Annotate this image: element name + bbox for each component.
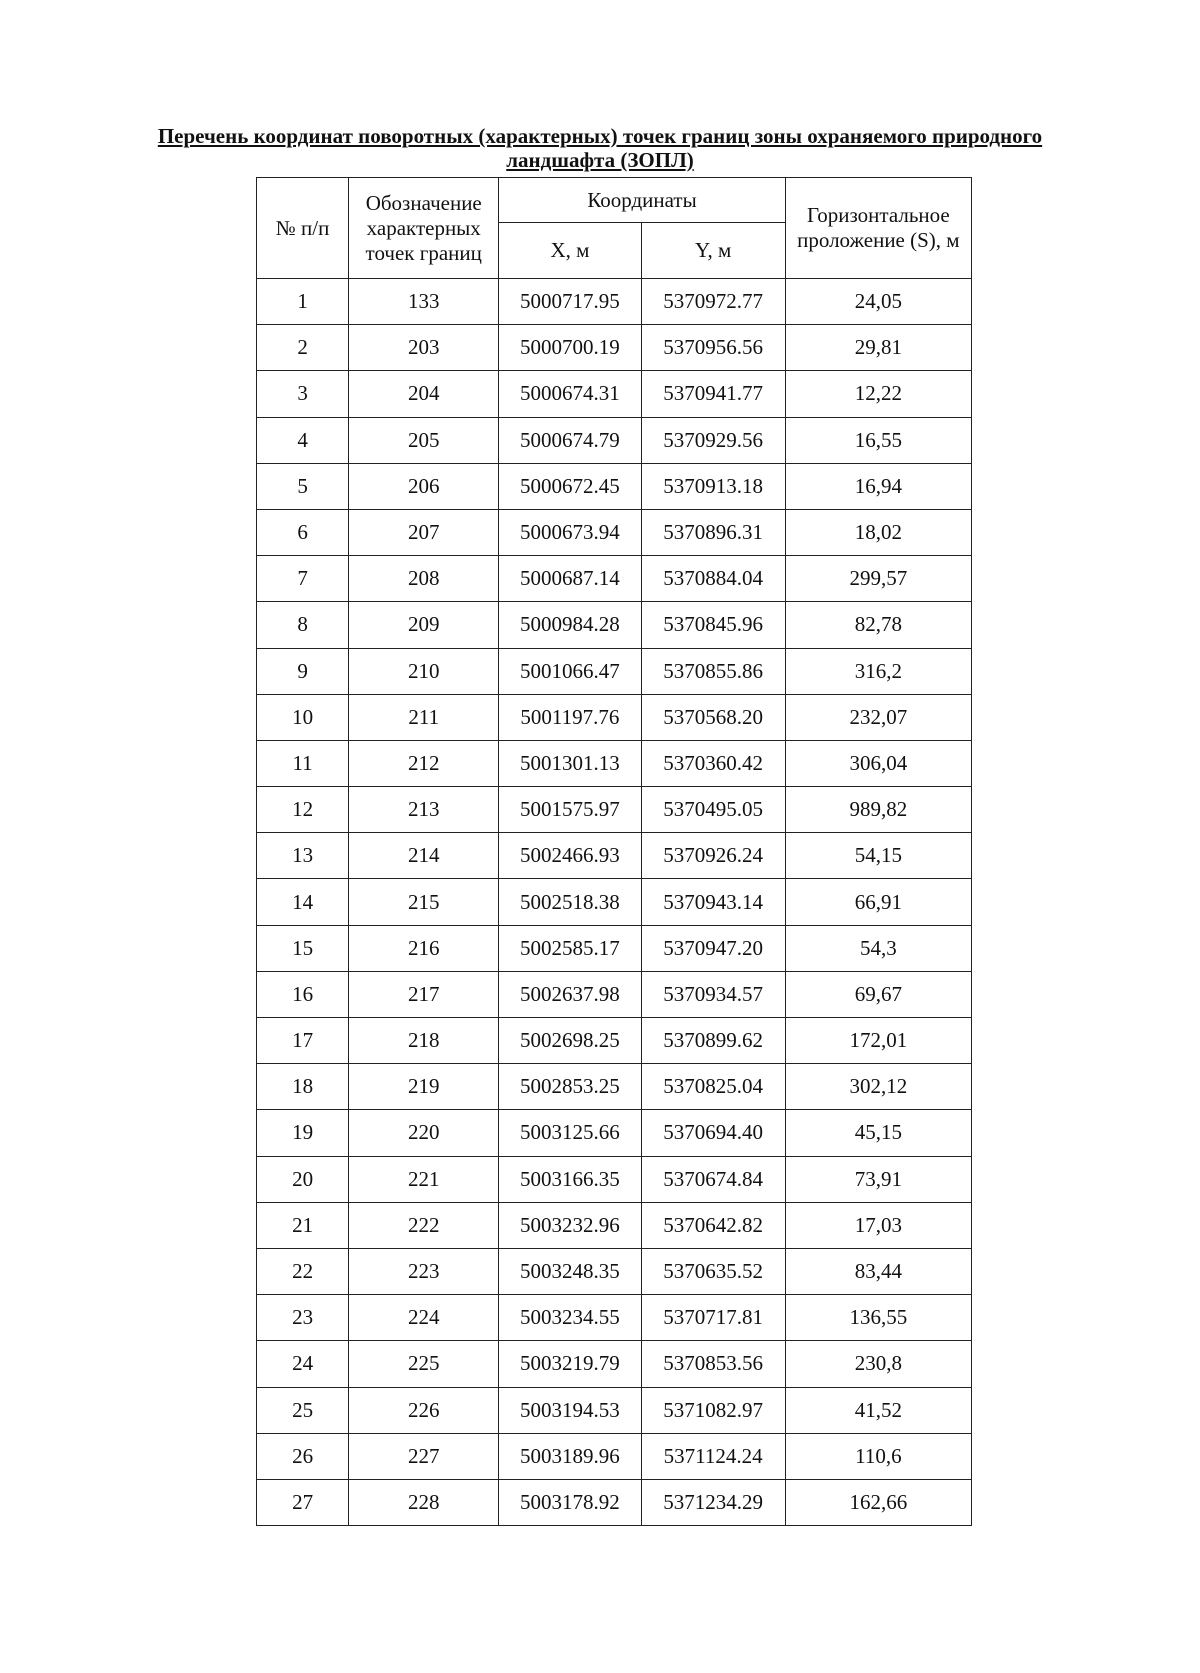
table-row bbox=[257, 1202, 972, 1248]
table-row bbox=[257, 1295, 972, 1341]
cell-distance: 230,8 bbox=[785, 1341, 971, 1387]
cell-point: 203 bbox=[349, 325, 499, 371]
cell-y: 5370884.04 bbox=[641, 556, 785, 602]
cell-point: 223 bbox=[349, 1248, 499, 1294]
cell-point: 219 bbox=[349, 1064, 499, 1110]
cell-number: 21 bbox=[257, 1202, 349, 1248]
cell-point: 225 bbox=[349, 1341, 499, 1387]
cell-x: 5003248.35 bbox=[499, 1248, 641, 1294]
cell-x: 5002637.98 bbox=[499, 971, 641, 1017]
header-designation: Обозначение характерных точек границ bbox=[349, 178, 499, 279]
cell-point: 211 bbox=[349, 694, 499, 740]
table-row bbox=[257, 509, 972, 555]
cell-distance: 73,91 bbox=[785, 1156, 971, 1202]
cell-x: 5003234.55 bbox=[499, 1295, 641, 1341]
table-row bbox=[257, 833, 972, 879]
cell-distance: 306,04 bbox=[785, 740, 971, 786]
cell-x: 5003219.79 bbox=[499, 1341, 641, 1387]
table-row bbox=[257, 694, 972, 740]
table-row bbox=[257, 971, 972, 1017]
cell-y: 5370635.52 bbox=[641, 1248, 785, 1294]
table-row bbox=[257, 648, 972, 694]
cell-y: 5370941.77 bbox=[641, 371, 785, 417]
cell-y: 5370694.40 bbox=[641, 1110, 785, 1156]
cell-x: 5003194.53 bbox=[499, 1387, 641, 1433]
cell-number: 25 bbox=[257, 1387, 349, 1433]
cell-number: 8 bbox=[257, 602, 349, 648]
cell-x: 5003125.66 bbox=[499, 1110, 641, 1156]
cell-x: 5000674.31 bbox=[499, 371, 641, 417]
cell-number: 11 bbox=[257, 740, 349, 786]
header-number: № п/п bbox=[257, 178, 349, 279]
cell-point: 133 bbox=[349, 279, 499, 325]
cell-number: 23 bbox=[257, 1295, 349, 1341]
table-row bbox=[257, 1156, 972, 1202]
cell-point: 217 bbox=[349, 971, 499, 1017]
cell-distance: 232,07 bbox=[785, 694, 971, 740]
cell-x: 5000674.79 bbox=[499, 417, 641, 463]
cell-y: 5370853.56 bbox=[641, 1341, 785, 1387]
cell-point: 212 bbox=[349, 740, 499, 786]
cell-point: 228 bbox=[349, 1479, 499, 1525]
coordinates-table bbox=[256, 177, 972, 1526]
cell-distance: 54,15 bbox=[785, 833, 971, 879]
cell-y: 5370929.56 bbox=[641, 417, 785, 463]
cell-number: 7 bbox=[257, 556, 349, 602]
cell-distance: 110,6 bbox=[785, 1433, 971, 1479]
table-row bbox=[257, 602, 972, 648]
cell-point: 226 bbox=[349, 1387, 499, 1433]
cell-y: 5371234.29 bbox=[641, 1479, 785, 1525]
cell-number: 3 bbox=[257, 371, 349, 417]
table-row bbox=[257, 279, 972, 325]
cell-y: 5370495.05 bbox=[641, 787, 785, 833]
cell-point: 213 bbox=[349, 787, 499, 833]
cell-y: 5370896.31 bbox=[641, 509, 785, 555]
cell-x: 5001197.76 bbox=[499, 694, 641, 740]
header-distance: Горизонтальное проложение (S), м bbox=[785, 178, 971, 279]
cell-distance: 24,05 bbox=[785, 279, 971, 325]
cell-x: 5003232.96 bbox=[499, 1202, 641, 1248]
cell-distance: 69,67 bbox=[785, 971, 971, 1017]
cell-y: 5370360.42 bbox=[641, 740, 785, 786]
table-row bbox=[257, 1018, 972, 1064]
cell-y: 5371124.24 bbox=[641, 1433, 785, 1479]
cell-point: 221 bbox=[349, 1156, 499, 1202]
cell-point: 215 bbox=[349, 879, 499, 925]
cell-point: 224 bbox=[349, 1295, 499, 1341]
table-row bbox=[257, 417, 972, 463]
table-row bbox=[257, 1064, 972, 1110]
cell-y: 5370899.62 bbox=[641, 1018, 785, 1064]
cell-distance: 172,01 bbox=[785, 1018, 971, 1064]
cell-distance: 66,91 bbox=[785, 879, 971, 925]
cell-distance: 302,12 bbox=[785, 1064, 971, 1110]
cell-x: 5000673.94 bbox=[499, 509, 641, 555]
cell-distance: 136,55 bbox=[785, 1295, 971, 1341]
cell-number: 14 bbox=[257, 879, 349, 925]
cell-y: 5370568.20 bbox=[641, 694, 785, 740]
cell-number: 19 bbox=[257, 1110, 349, 1156]
table-row bbox=[257, 1341, 972, 1387]
cell-point: 218 bbox=[349, 1018, 499, 1064]
cell-number: 10 bbox=[257, 694, 349, 740]
cell-y: 5370913.18 bbox=[641, 463, 785, 509]
cell-distance: 989,82 bbox=[785, 787, 971, 833]
header-coordinates: Координаты bbox=[499, 178, 785, 223]
cell-number: 18 bbox=[257, 1064, 349, 1110]
cell-point: 214 bbox=[349, 833, 499, 879]
header-x: X, м bbox=[499, 223, 641, 279]
cell-distance: 162,66 bbox=[785, 1479, 971, 1525]
cell-number: 6 bbox=[257, 509, 349, 555]
table-body bbox=[257, 279, 972, 1526]
cell-x: 5001575.97 bbox=[499, 787, 641, 833]
cell-number: 17 bbox=[257, 1018, 349, 1064]
cell-y: 5371082.97 bbox=[641, 1387, 785, 1433]
table-row bbox=[257, 1110, 972, 1156]
cell-point: 206 bbox=[349, 463, 499, 509]
cell-x: 5002518.38 bbox=[499, 879, 641, 925]
cell-y: 5370934.57 bbox=[641, 971, 785, 1017]
cell-distance: 18,02 bbox=[785, 509, 971, 555]
cell-number: 13 bbox=[257, 833, 349, 879]
cell-point: 205 bbox=[349, 417, 499, 463]
cell-distance: 299,57 bbox=[785, 556, 971, 602]
cell-point: 222 bbox=[349, 1202, 499, 1248]
cell-x: 5003166.35 bbox=[499, 1156, 641, 1202]
cell-number: 12 bbox=[257, 787, 349, 833]
cell-x: 5000700.19 bbox=[499, 325, 641, 371]
cell-distance: 82,78 bbox=[785, 602, 971, 648]
table-row bbox=[257, 879, 972, 925]
cell-number: 5 bbox=[257, 463, 349, 509]
table-row bbox=[257, 925, 972, 971]
cell-x: 5002585.17 bbox=[499, 925, 641, 971]
cell-distance: 83,44 bbox=[785, 1248, 971, 1294]
cell-distance: 16,55 bbox=[785, 417, 971, 463]
page-title: Перечень координат поворотных (характерных) точек границ зоны охраняемого природного ландшафта (ЗОПЛ) bbox=[157, 124, 1043, 172]
cell-point: 216 bbox=[349, 925, 499, 971]
cell-y: 5370855.86 bbox=[641, 648, 785, 694]
cell-y: 5370943.14 bbox=[641, 879, 785, 925]
table-row bbox=[257, 556, 972, 602]
cell-number: 4 bbox=[257, 417, 349, 463]
cell-point: 207 bbox=[349, 509, 499, 555]
cell-point: 220 bbox=[349, 1110, 499, 1156]
cell-x: 5000672.45 bbox=[499, 463, 641, 509]
cell-y: 5370674.84 bbox=[641, 1156, 785, 1202]
cell-number: 20 bbox=[257, 1156, 349, 1202]
cell-distance: 54,3 bbox=[785, 925, 971, 971]
table-row bbox=[257, 463, 972, 509]
cell-y: 5370642.82 bbox=[641, 1202, 785, 1248]
cell-number: 1 bbox=[257, 279, 349, 325]
cell-distance: 29,81 bbox=[785, 325, 971, 371]
table-row bbox=[257, 740, 972, 786]
cell-x: 5002466.93 bbox=[499, 833, 641, 879]
table-row bbox=[257, 371, 972, 417]
cell-distance: 316,2 bbox=[785, 648, 971, 694]
header-y: Y, м bbox=[641, 223, 785, 279]
cell-x: 5001301.13 bbox=[499, 740, 641, 786]
cell-x: 5000687.14 bbox=[499, 556, 641, 602]
cell-y: 5370947.20 bbox=[641, 925, 785, 971]
cell-number: 9 bbox=[257, 648, 349, 694]
cell-number: 26 bbox=[257, 1433, 349, 1479]
table-row bbox=[257, 787, 972, 833]
cell-number: 22 bbox=[257, 1248, 349, 1294]
cell-x: 5000717.95 bbox=[499, 279, 641, 325]
cell-number: 27 bbox=[257, 1479, 349, 1525]
cell-y: 5370972.77 bbox=[641, 279, 785, 325]
cell-x: 5001066.47 bbox=[499, 648, 641, 694]
cell-number: 16 bbox=[257, 971, 349, 1017]
cell-x: 5002698.25 bbox=[499, 1018, 641, 1064]
cell-distance: 41,52 bbox=[785, 1387, 971, 1433]
cell-y: 5370956.56 bbox=[641, 325, 785, 371]
cell-distance: 17,03 bbox=[785, 1202, 971, 1248]
cell-point: 204 bbox=[349, 371, 499, 417]
cell-point: 209 bbox=[349, 602, 499, 648]
cell-number: 15 bbox=[257, 925, 349, 971]
table-row bbox=[257, 1387, 972, 1433]
cell-distance: 45,15 bbox=[785, 1110, 971, 1156]
cell-x: 5002853.25 bbox=[499, 1064, 641, 1110]
cell-y: 5370717.81 bbox=[641, 1295, 785, 1341]
cell-y: 5370825.04 bbox=[641, 1064, 785, 1110]
cell-number: 24 bbox=[257, 1341, 349, 1387]
cell-y: 5370926.24 bbox=[641, 833, 785, 879]
cell-point: 227 bbox=[349, 1433, 499, 1479]
cell-y: 5370845.96 bbox=[641, 602, 785, 648]
cell-x: 5000984.28 bbox=[499, 602, 641, 648]
cell-x: 5003189.96 bbox=[499, 1433, 641, 1479]
cell-distance: 12,22 bbox=[785, 371, 971, 417]
table-row bbox=[257, 1479, 972, 1525]
table-row bbox=[257, 1248, 972, 1294]
cell-number: 2 bbox=[257, 325, 349, 371]
cell-point: 210 bbox=[349, 648, 499, 694]
cell-distance: 16,94 bbox=[785, 463, 971, 509]
cell-point: 208 bbox=[349, 556, 499, 602]
table-row bbox=[257, 1433, 972, 1479]
table-row bbox=[257, 325, 972, 371]
cell-x: 5003178.92 bbox=[499, 1479, 641, 1525]
